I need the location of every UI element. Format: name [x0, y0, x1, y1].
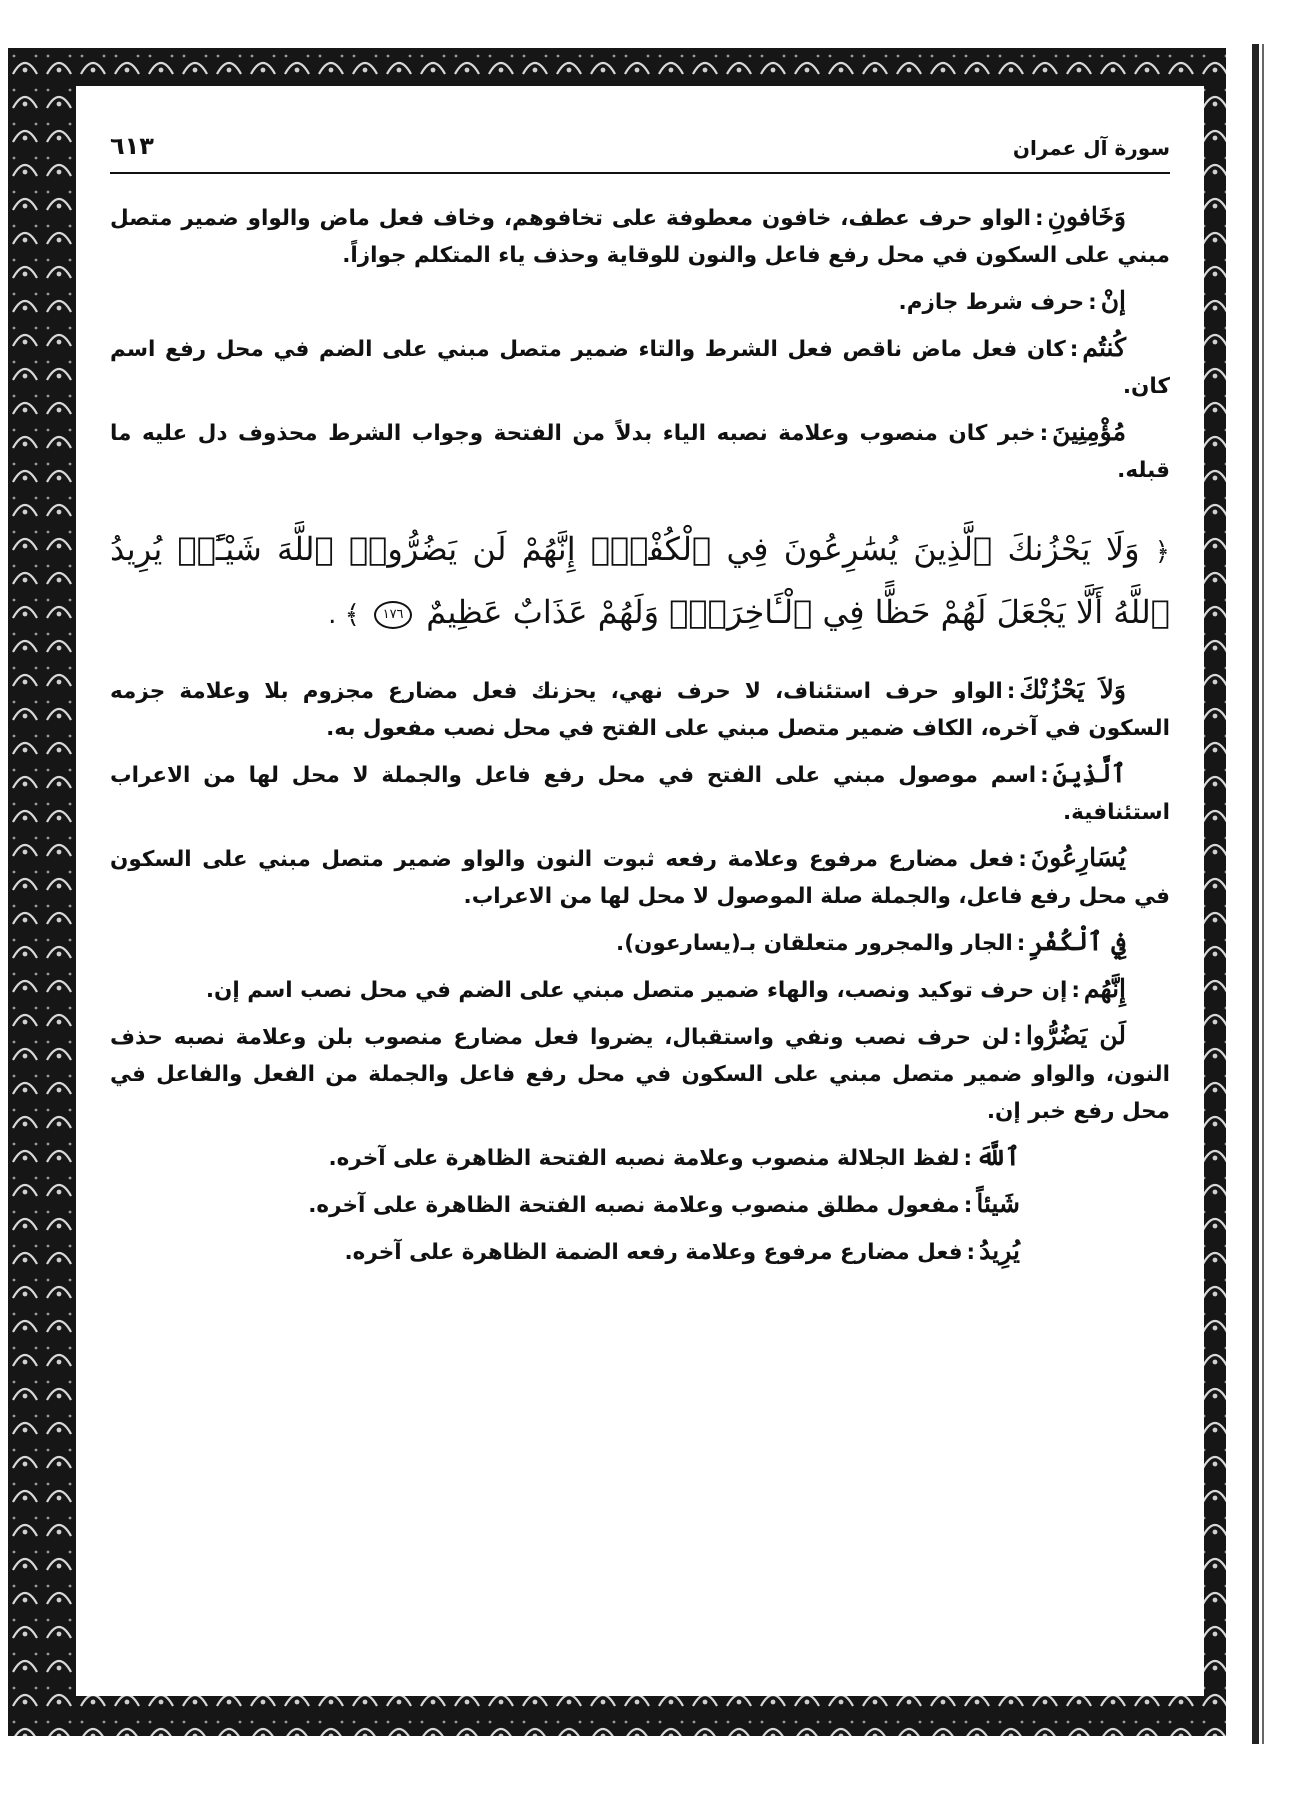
ayah-number: ١٧٦ [374, 601, 412, 629]
entry-explanation: كان فعل ماض ناقص فعل الشرط والتاء ضمير متصل مبني على الضم في محل رفع اسم كان. [110, 337, 1170, 399]
entry-term: ٱلَّذِينَ [1052, 759, 1126, 788]
grammar-entry [110, 755, 1170, 831]
entry-term: يُرِيدُ [979, 1236, 1020, 1265]
grammar-entry [110, 970, 1170, 1009]
entry-term: يُسَارِعُونَ [1030, 843, 1126, 872]
page-content [110, 198, 1170, 1279]
grammar-entry [110, 282, 1170, 321]
entry-explanation: مفعول مطلق منصوب وعلامة نصبه الفتحة الظاهرة على آخره. [308, 1193, 960, 1218]
book-spine-edge [1262, 44, 1264, 1744]
entry-colon: : [1035, 206, 1044, 231]
grammar-entries-indented [110, 1138, 1170, 1271]
grammar-entry [110, 839, 1170, 915]
entry-colon: : [1016, 931, 1026, 956]
entry-colon: : [1088, 290, 1097, 315]
verse-open-bracket: ﴿ [1154, 537, 1171, 567]
entry-explanation: فعل مضارع مرفوع وعلامة رفعه الضمة الظاهرة على آخره. [344, 1240, 963, 1265]
entry-colon: : [1069, 337, 1079, 362]
book-spine-line [1252, 44, 1259, 1744]
grammar-entry [110, 413, 1170, 489]
entry-explanation: لن حرف نصب ونفي واستقبال، يضروا فعل مضارع منصوب بلن وعلامة نصبه حذف النون، والواو ضمير متصل مبني على السكون في محل رفع فاعل والجملة من الفعل والفاعل في محل رفع خبر إن. [110, 1025, 1170, 1124]
entry-explanation: فعل مضارع مرفوع وعلامة رفعه ثبوت النون والواو ضمير متصل مبني على السكون في محل رفع فاعل، والجملة صلة الموصول لا محل لها من الاعراب. [110, 847, 1170, 909]
entry-term: إنْ [1100, 286, 1126, 315]
entry-explanation: اسم موصول مبني على الفتح في محل رفع فاعل والجملة لا محل لها من الاعراب استئنافية. [110, 763, 1170, 825]
entry-explanation: حرف شرط جازم. [898, 290, 1085, 315]
entry-colon: : [1039, 421, 1049, 446]
page-header [110, 132, 1170, 174]
grammar-entries-after [110, 671, 1170, 1130]
grammar-entries-before [110, 198, 1170, 489]
grammar-entry [110, 1185, 1020, 1224]
entry-explanation: خبر كان منصوب وعلامة نصبه الياء بدلاً من الفتحة وجواب الشرط محذوف دل عليه ما قبله. [110, 421, 1170, 483]
entry-term: لَن يَضُرُّوا [1025, 1021, 1126, 1050]
entry-term: ٱللَّهَ [976, 1142, 1020, 1171]
surah-title: سورة آل عمران [1012, 136, 1170, 160]
entry-explanation: إن حرف توكيد ونصب، والهاء ضمير متصل مبني على الضم في محل نصب اسم إن. [205, 978, 1068, 1003]
grammar-entry [110, 671, 1170, 747]
entry-term: وَلاَ يَحْزُنْكَ [1019, 675, 1126, 704]
entry-term: مُؤْمِنِينَ [1052, 417, 1126, 446]
entry-term: شَيئاً [976, 1189, 1020, 1218]
grammar-entry [110, 923, 1170, 962]
entry-explanation: الواو حرف عطف، خافون معطوفة على تخافوهم، وخاف فعل ماض والواو ضمير متصل مبني على السكون في محل رفع فاعل والنون للوقاية وحذف ياء المتكلم جوازاً. [110, 206, 1170, 268]
entry-term: كُنتُم [1082, 333, 1126, 362]
entry-colon: : [1018, 847, 1027, 872]
grammar-entry [110, 198, 1170, 274]
grammar-entry [110, 1138, 1020, 1177]
grammar-entry [110, 329, 1170, 405]
grammar-entry [110, 1232, 1020, 1271]
entry-term: فِي ٱلْكُفْرِ [1029, 927, 1126, 956]
entry-colon: : [1071, 978, 1080, 1003]
entry-explanation: الواو حرف استئناف، لا حرف نهي، يحزنك فعل مضارع مجزوم بلا وعلامة جزمه السكون في آخره، الكاف ضمير متصل مبني على الفتح في محل نصب مفعول به. [110, 679, 1170, 741]
entry-colon: : [1040, 763, 1049, 788]
verse-close-bracket: ﴾ . [328, 600, 360, 630]
entry-colon: : [1013, 1025, 1022, 1050]
page-body [76, 86, 1204, 1696]
verse-text: وَلَا يَحْزُنكَ ٱلَّذِينَ يُسَٰرِعُونَ فِي ٱلْكُفْرِۚ إِنَّهُمْ لَن يَضُرُّوا۟ ٱللَّهَ شَيْـًٔاۗ يُرِيدُ ٱللَّهُ أَلَّا يَجْعَلَ لَهُمْ حَظًّا فِي ٱلْـَٔاخِرَةِۖ وَلَهُمْ عَذَابٌ عَظِيمٌ [110, 530, 1170, 631]
entry-explanation: الجار والمجرور متعلقان بـ(يسارعون). [616, 931, 1013, 956]
entry-term: وَخَافونِ [1047, 202, 1126, 231]
grammar-entry [110, 1017, 1170, 1130]
entry-explanation: لفظ الجلالة منصوب وعلامة نصبه الفتحة الظاهرة على آخره. [328, 1146, 960, 1171]
page-number: ٦١٣ [110, 132, 154, 160]
entry-colon: : [963, 1193, 973, 1218]
entry-colon: : [966, 1240, 976, 1265]
entry-term: إِنَّهُم [1083, 974, 1126, 1003]
quran-verse [110, 519, 1170, 645]
entry-colon: : [963, 1146, 973, 1171]
entry-colon: : [1006, 679, 1016, 704]
